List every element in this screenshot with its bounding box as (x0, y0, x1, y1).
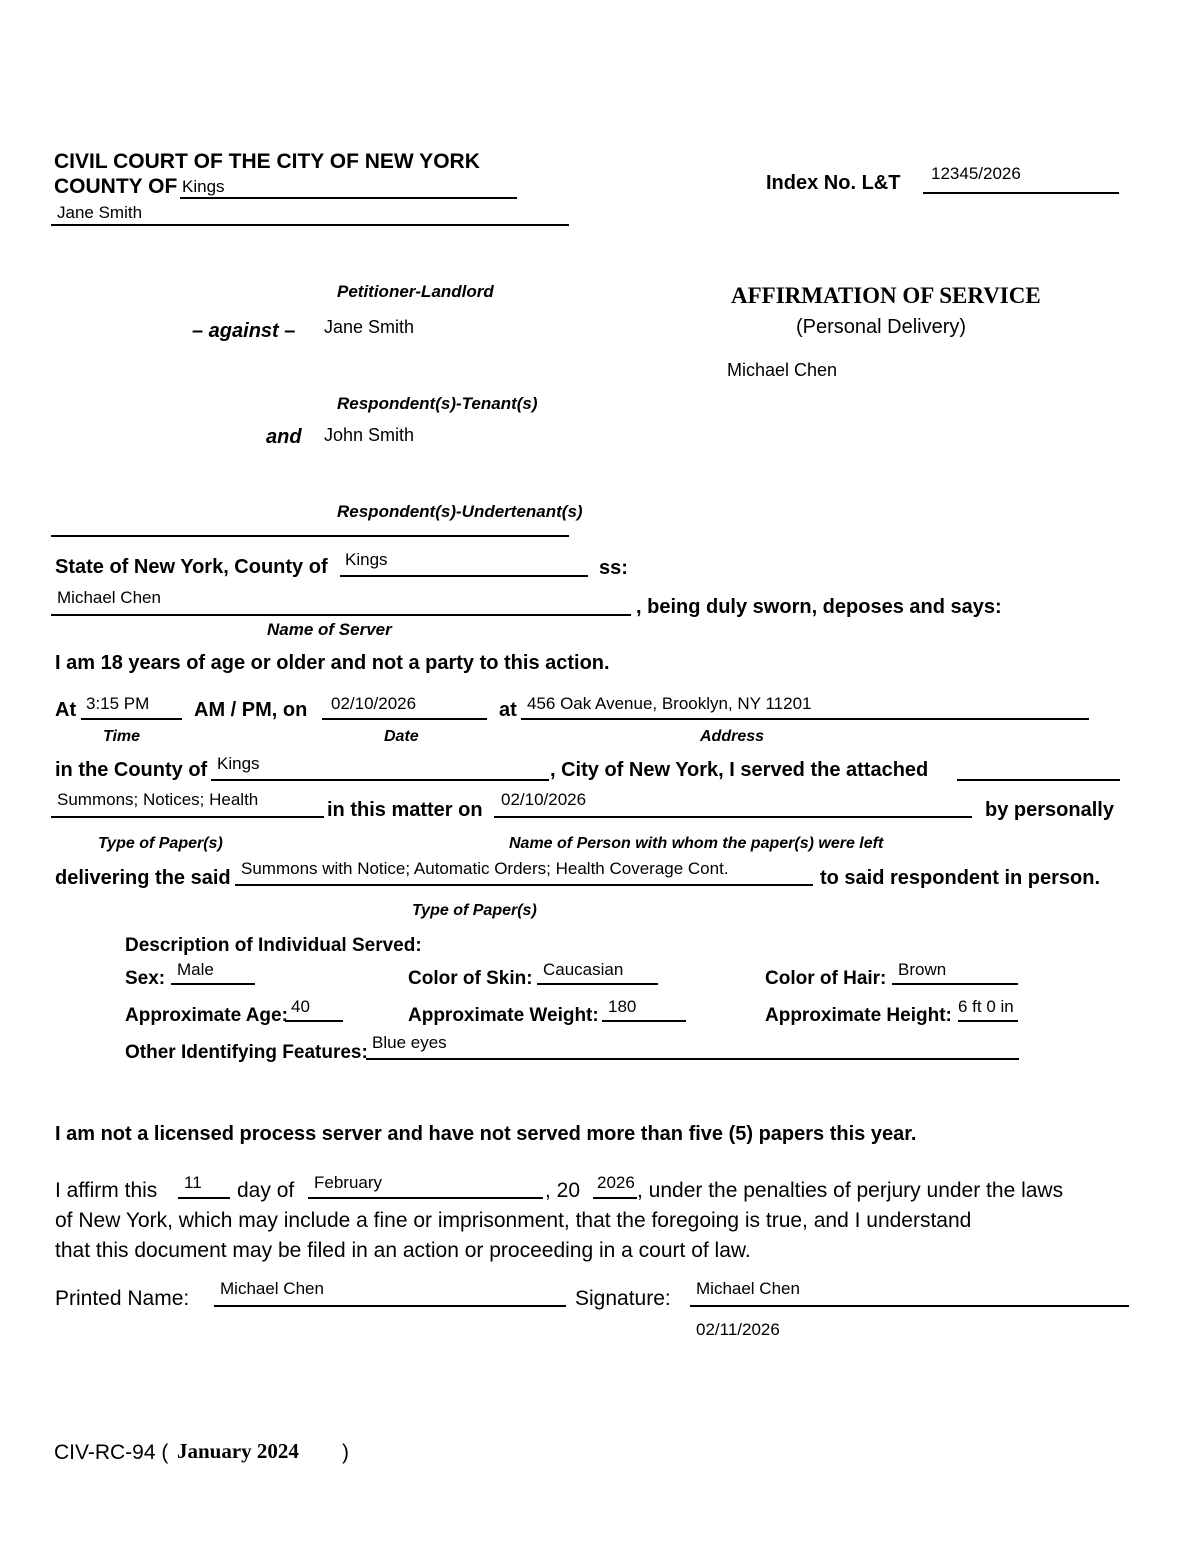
server-name-caption: Name of Server (267, 620, 392, 639)
signature-label: Signature: (575, 1287, 671, 1310)
undertenant-caption: Respondent(s)-Undertenant(s) (337, 502, 583, 521)
form-title: AFFIRMATION OF SERVICE (731, 283, 1041, 308)
papers-type-rule (51, 816, 324, 818)
at-address-label: at (499, 699, 517, 721)
age-label: Approximate Age: (125, 1005, 288, 1026)
address-value[interactable]: 456 Oak Avenue, Brooklyn, NY 11201 (527, 694, 812, 713)
sex-rule (171, 983, 255, 985)
affiant-name-value[interactable]: Michael Chen (727, 360, 838, 380)
service-county-value[interactable]: Kings (217, 754, 260, 773)
signature-rule (690, 1305, 1129, 1307)
state-county-label: State of New York, County of (55, 556, 328, 578)
service-date-rule (322, 718, 487, 720)
person-served-value[interactable]: 02/10/2026 (501, 790, 587, 809)
address-caption: Address (700, 728, 765, 745)
form-revision-date: January 2024 (177, 1439, 299, 1463)
hair-label: Color of Hair: (765, 968, 887, 989)
duly-sworn-label: , being duly sworn, deposes and says: (636, 596, 1002, 618)
by-personally-label: by personally (985, 799, 1114, 821)
approx-age-rule (285, 1020, 343, 1022)
county-value[interactable]: Kings (182, 177, 225, 196)
affirm-line2: of New York, which may include a fine or imprisonment, that the foregoing is true, and I understand (55, 1209, 972, 1232)
affirm-prefix: I affirm this (55, 1179, 158, 1202)
service-county-rule (211, 779, 549, 781)
index-no-value[interactable]: 12345/2026 (931, 164, 1021, 183)
delivered-papers-rule (235, 884, 813, 886)
affirm-year-rule (593, 1197, 637, 1199)
court-title: CIVIL COURT OF THE CITY OF NEW YORK (54, 150, 480, 173)
state-county-value[interactable]: Kings (345, 550, 388, 569)
service-date-value[interactable]: 02/10/2026 (331, 694, 417, 713)
affirm-line3: that this document may be filed in an action or proceeding in a court of law. (55, 1239, 751, 1262)
ampm-label: AM / PM, on (194, 699, 308, 721)
not-licensed-statement: I am not a licensed process server and have not served more than five (5) papers this year. (55, 1123, 917, 1145)
affirm-month-value[interactable]: February (314, 1173, 383, 1192)
service-date-caption: Date (384, 728, 419, 745)
state-county-rule (340, 575, 588, 577)
other-features-label: Other Identifying Features: (125, 1042, 368, 1063)
county-rule (180, 197, 517, 199)
weight-label: Approximate Weight: (408, 1005, 599, 1026)
sex-value[interactable]: Male (177, 960, 214, 979)
delivered-papers-caption: Type of Paper(s) (412, 902, 537, 919)
at-label: At (55, 699, 77, 721)
time-value[interactable]: 3:15 PM (86, 694, 150, 713)
against-label: – against – (192, 320, 296, 342)
petitioner-caption: Petitioner-Landlord (337, 282, 494, 301)
skin-rule (537, 983, 658, 985)
affirm-year-prefix: , 20 (545, 1179, 581, 1202)
approx-age-value[interactable]: 40 (291, 997, 310, 1016)
height-label: Approximate Height: (765, 1005, 952, 1026)
petitioner-name-value[interactable]: Jane Smith (57, 203, 143, 222)
signature-value[interactable]: Michael Chen (696, 1279, 800, 1298)
time-caption: Time (103, 728, 141, 745)
person-served-caption: Name of Person with whom the paper(s) were left (509, 835, 884, 852)
service-county-label: in the County of (55, 759, 208, 781)
weight-value[interactable]: 180 (608, 997, 637, 1016)
attached-rule (957, 779, 1120, 781)
hair-value[interactable]: Brown (898, 960, 947, 979)
height-rule (958, 1020, 1018, 1022)
signature-date-value[interactable]: 02/11/2026 (696, 1320, 780, 1339)
age-statement: I am 18 years of age or older and not a party to this action. (55, 652, 610, 674)
index-no-label: Index No. L&T (766, 172, 901, 194)
petitioner-rule (51, 224, 569, 226)
other-features-value[interactable]: Blue eyes (372, 1033, 447, 1052)
form-code: CIV-RC-94 ( (54, 1441, 169, 1464)
sex-label: Sex: (125, 968, 166, 989)
respondent-tenant-value[interactable]: Jane Smith (324, 317, 415, 337)
description-heading: Description of Individual Served: (125, 935, 422, 956)
in-this-matter-label: in this matter on (327, 799, 483, 821)
address-rule (521, 718, 1089, 720)
respondent-tenant-caption: Respondent(s)-Tenant(s) (337, 394, 538, 413)
skin-value[interactable]: Caucasian (543, 960, 624, 979)
affirm-year-value[interactable]: 2026 (597, 1173, 635, 1192)
county-of-label: COUNTY OF (54, 175, 178, 198)
hair-rule (892, 983, 1018, 985)
delivering-label: delivering the said (55, 867, 231, 889)
time-rule (81, 718, 182, 720)
delivered-papers-value[interactable]: Summons with Notice; Automatic Orders; Health Coverage Cont. (241, 859, 729, 878)
weight-rule (602, 1020, 686, 1022)
person-served-rule (494, 816, 972, 818)
form-subtitle: (Personal Delivery) (796, 316, 967, 338)
caption-bottom-rule (51, 535, 569, 537)
other-features-rule (366, 1058, 1019, 1060)
server-name-value[interactable]: Michael Chen (57, 588, 161, 607)
city-served-label: , City of New York, I served the attached (550, 759, 929, 781)
printed-name-value[interactable]: Michael Chen (220, 1279, 324, 1298)
form-code-close: ) (342, 1441, 349, 1464)
affirm-day-label: day of (237, 1179, 295, 1202)
printed-name-label: Printed Name: (55, 1287, 190, 1310)
undertenant-value[interactable]: John Smith (324, 425, 415, 445)
printed-name-rule (214, 1305, 566, 1307)
affirm-line1-rest: , under the penalties of perjury under the laws (637, 1179, 1064, 1202)
height-value-clip (954, 996, 1022, 1018)
papers-type-value[interactable]: Summons; Notices; Health (57, 790, 259, 809)
papers-type-caption: Type of Paper(s) (98, 835, 223, 852)
server-name-rule (51, 614, 631, 616)
affirm-month-rule (308, 1197, 543, 1199)
to-respondent-label: to said respondent in person. (820, 867, 1101, 889)
affirm-day-value[interactable]: 11 (184, 1173, 202, 1192)
index-no-rule (923, 192, 1119, 194)
skin-label: Color of Skin: (408, 968, 533, 989)
height-value[interactable]: 6 ft 0 in (958, 997, 1014, 1016)
and-label: and (266, 426, 302, 448)
affirm-day-rule (178, 1197, 230, 1199)
ss-label: ss: (599, 557, 628, 579)
